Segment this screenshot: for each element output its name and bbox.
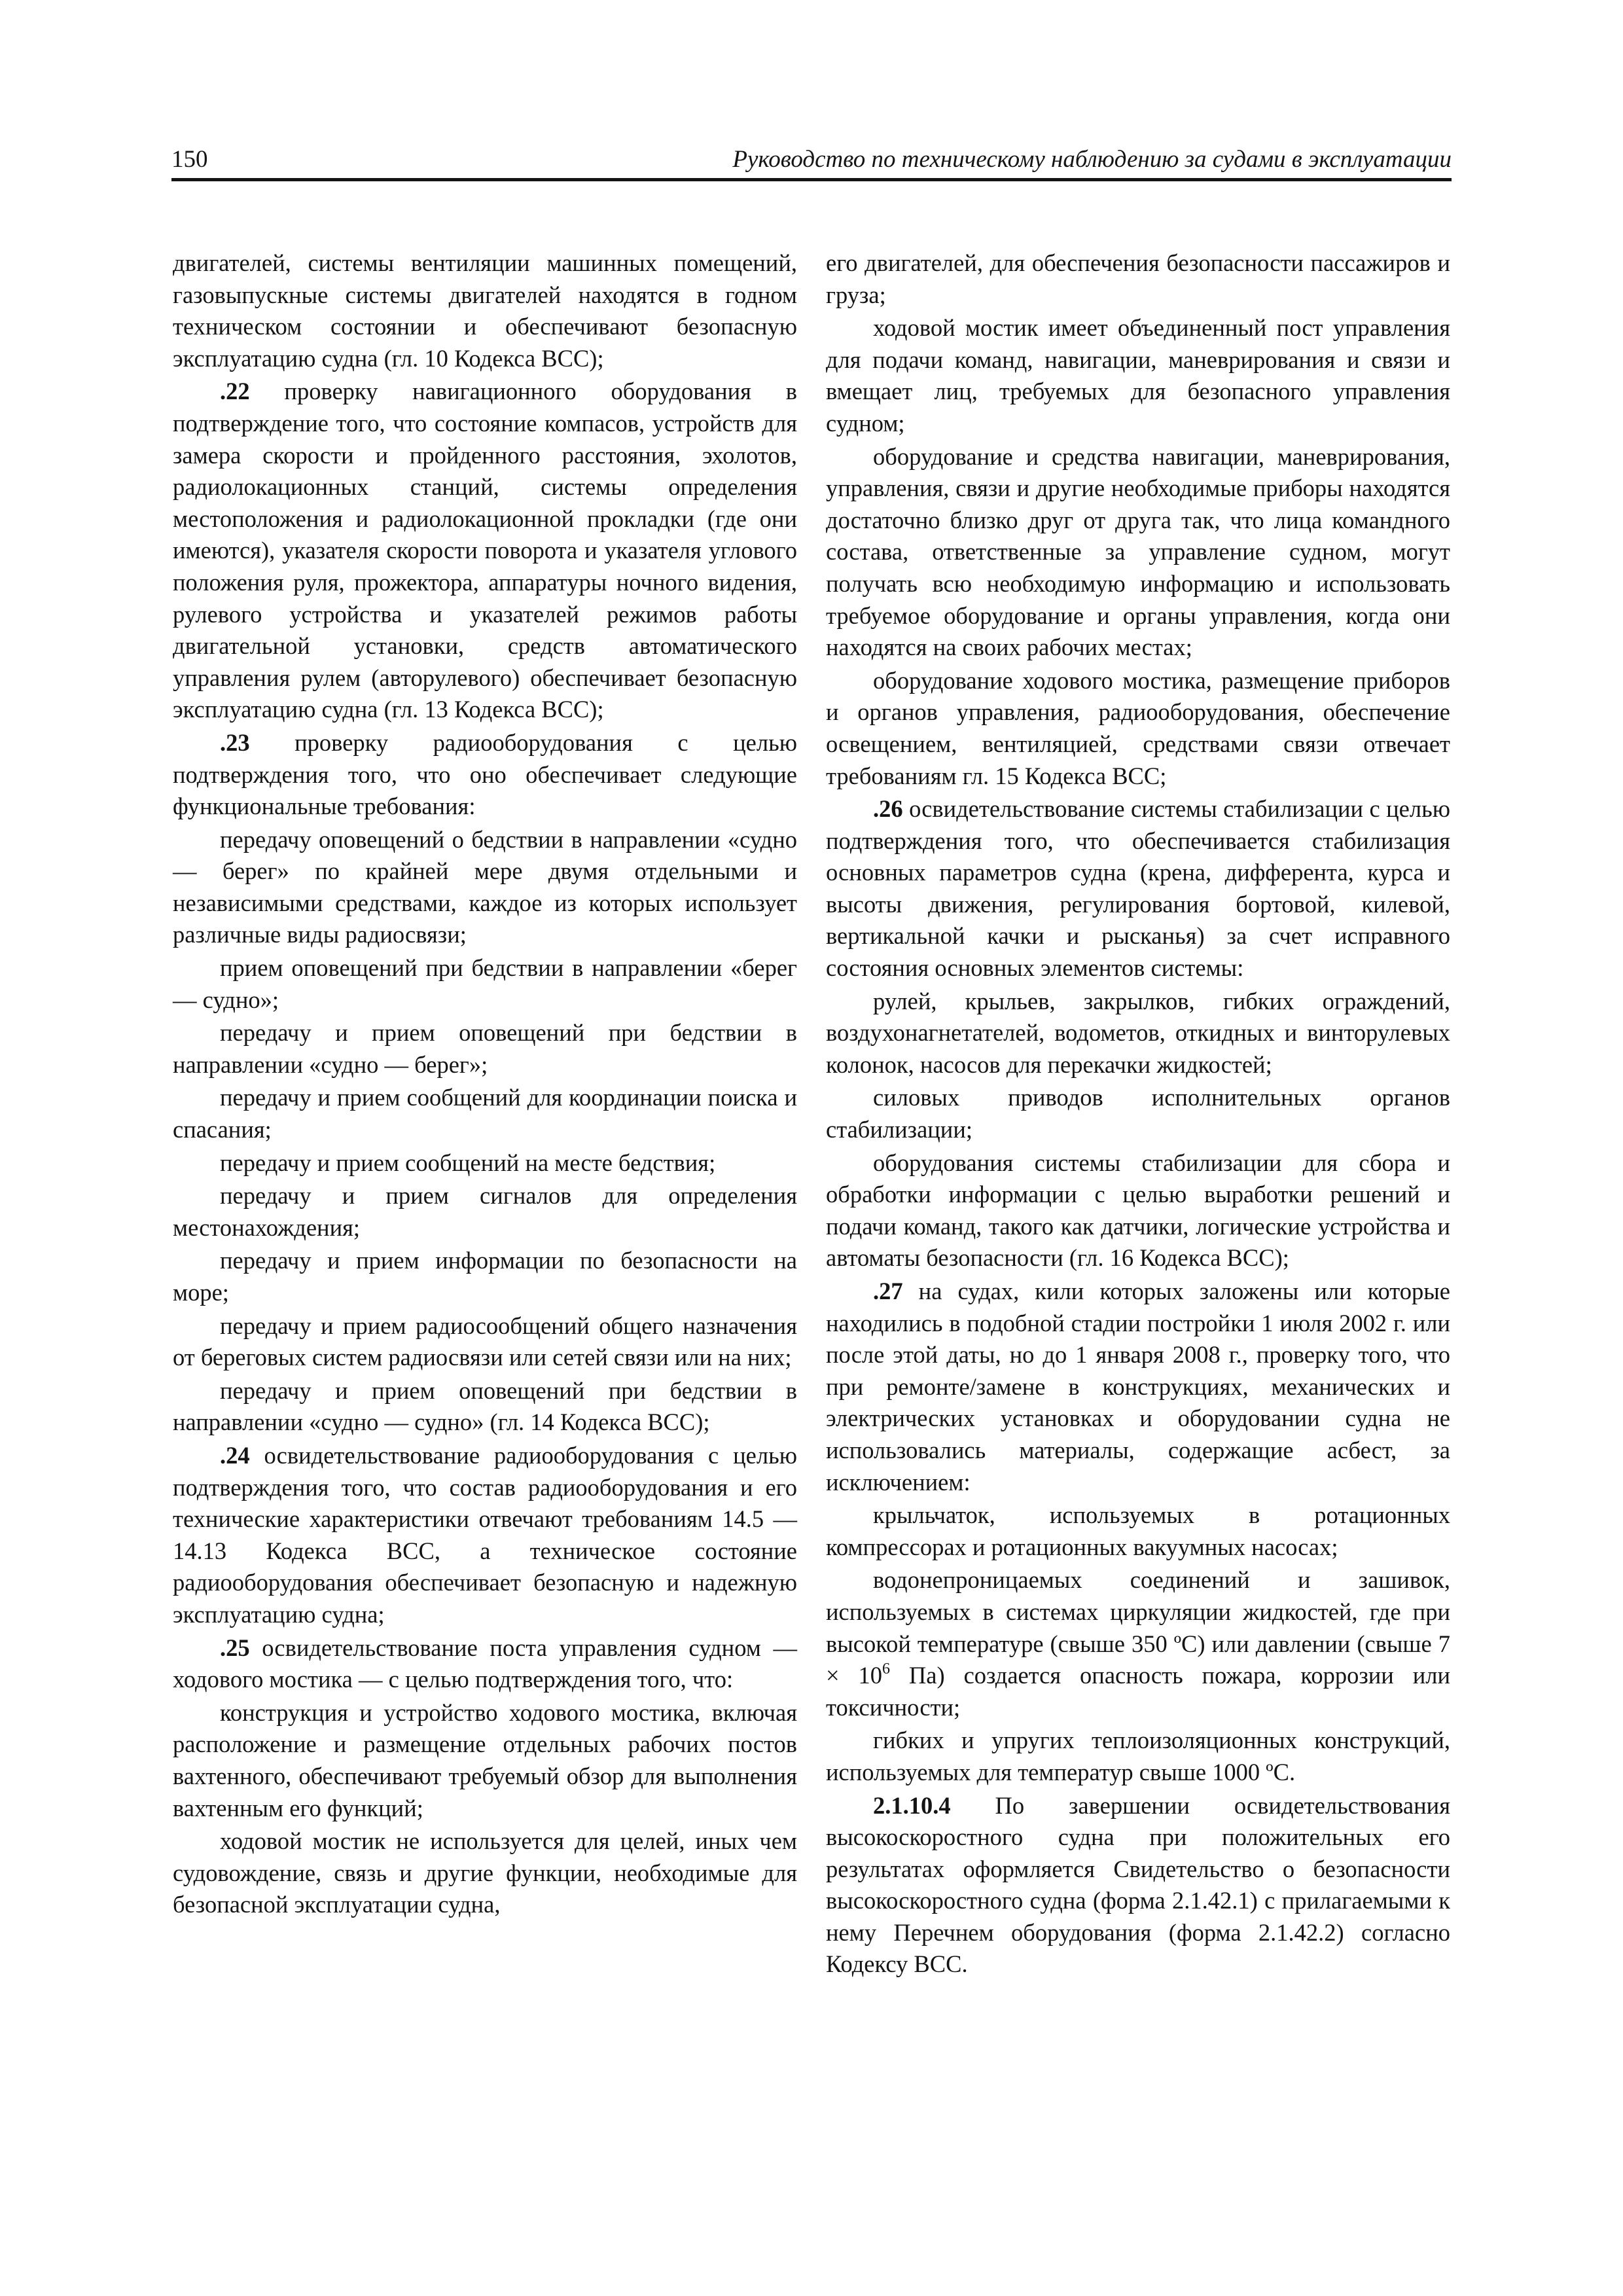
- header-rule: [171, 178, 1452, 181]
- paragraph: .24 освидетельствование радиооборудования с целью подтверждения того, что состав радиооборудования и его технические характеристики отвечают требованиям 14.5 — 14.13 Кодекса ВСС, а техническое состояние радиооборудования обеспечивает безопасную и надежную эксплуатацию судна;: [173, 1441, 797, 1628]
- item-number: .22: [220, 378, 250, 405]
- paragraph: .27 на судах, кили которых заложены или которые находились в подобной стадии постройки 1 июля 2002 г. или после этой даты, но до 1 января 2008 г., проверку того, что при ремонте/замене в конструкциях, механических и электрических установках и оборудовании судна не использовались материалы, содержащие асбест, за исключением:: [826, 1278, 1450, 1496]
- paragraph: передачу и прием радиосообщений общего назначения от береговых систем радиосвязи или сетей связи или на них;: [173, 1312, 797, 1371]
- paragraph: .25 освидетельствование поста управления судном — ходового мостика — с целью подтверждения того, что:: [173, 1634, 797, 1693]
- paragraph: передачу и прием информации по безопасности на море;: [173, 1247, 797, 1306]
- paragraph: передачу и прием сообщений на месте бедствия;: [220, 1149, 716, 1176]
- paragraph: конструкция и устройство ходового мостика, включая расположение и размещение отдельных рабочих постов вахтенного, обеспечивают требуемый обзор для выполнения вахтенным его функций;: [173, 1698, 797, 1821]
- item-number: .25: [220, 1634, 250, 1661]
- paragraph: передачу оповещений о бедствии в направлении «судно — берег» по крайней мере двумя отдельными и независимыми средствами, каждое из которых использует различные виды радиосвязи;: [173, 825, 797, 948]
- paragraph: оборудование и средства навигации, маневрирования, управления, связи и другие необходимые приборы находятся достаточно близко друг от друга так, что лица командного состава, ответственные за управление судном, могут получать всю необходимую информацию и использовать требуемое оборудование и органы управления, когда они находятся на своих рабочих местах;: [826, 442, 1450, 661]
- item-number: .26: [873, 795, 903, 823]
- paragraph: оборудование ходового мостика, размещение приборов и органов управления, радиооборудования, обеспечение освещением, вентиляцией, средствами связи отвечает требованиям гл. 15 Кодекса ВСС;: [826, 666, 1450, 789]
- paragraph: гибких и упругих теплоизоляционных конструкций, используемых для температур свыше 1000 ºС.: [826, 1727, 1450, 1785]
- paragraph: передачу и прием оповещений при бедствии в направлении «судно — берег»;: [173, 1019, 797, 1078]
- paragraph: передачу и прием сообщений для координации поиска и спасания;: [173, 1084, 797, 1143]
- item-number: .23: [220, 728, 250, 756]
- exponent: 6: [882, 1660, 891, 1678]
- section-number: 2.1.10.4: [873, 1791, 951, 1819]
- paragraph: оборудования системы стабилизации для сбора и обработки информации с целью выработки решений и подачи команд, такого как датчики, логические устройства и автоматы безопасности (гл. 16 Кодекса ВСС);: [826, 1149, 1450, 1272]
- paragraph: водонепроницаемых соединений и зашивок, используемых в системах циркуляции жидкостей, где при высокой температуре (свыше 350 ºС) или давлении (свыше $7 \times 10^6$ Па) создается опасность пожара, коррозии или токсичности;: [826, 1566, 1451, 1721]
- paragraph: силовых приводов исполнительных органов стабилизации;: [826, 1084, 1450, 1143]
- paragraph: .22 проверку навигационного оборудования в подтверждение того, что состояние компасов, устройств для замера скорости и пройденного расстояния, эхолотов, радиолокационных станций, системы определения местоположения и радиолокационной прокладки (где они имеются), указателя скорости поворота и указателя углового положения руля, прожектора, аппаратуры ночного видения, рулевого устройства и указателей режимов работы двигательной установки, средств автоматического управления рулем (авторулевого) обеспечивает безопасную эксплуатацию судна (гл. 13 Кодекса ВСС);: [173, 378, 797, 723]
- paragraph: 2.1.10.4 По завершении освидетельствования высокоскоростного судна при положительных его результатах оформляется Свидетельство о безопасности высокоскоростного судна (форма 2.1.42.1) с прилагаемыми к нему Перечнем оборудования (форма 2.1.42.2) согласно Кодексу ВСС.: [826, 1791, 1450, 1978]
- paragraph: рулей, крыльев, закрылков, гибких ограждений, воздухонагнетателей, водометов, откидных и винторулевых колонок, насосов для перекачки жидкостей;: [826, 987, 1450, 1078]
- item-number: .24: [220, 1441, 250, 1469]
- right-column: [826, 247, 1450, 1982]
- running-title: Руководство по техническому наблюдению за судами в эксплуатации: [732, 146, 1452, 173]
- paragraph: передачу и прием оповещений при бедствии в направлении «судно — судно» (гл. 14 Кодекса ВСС);: [173, 1376, 797, 1436]
- paragraph: прием оповещений при бедствии в направлении «берег — судно»;: [173, 954, 797, 1013]
- left-column: [173, 247, 797, 1922]
- paragraph: двигателей, системы вентиляции машинных помещений, газовыпускные системы двигателей находятся в годном техническом состоянии и обеспечивают безопасную эксплуатацию судна (гл. 10 Кодекса ВСС);: [173, 249, 797, 372]
- paragraph: .26 освидетельствование системы стабилизации с целью подтверждения того, что обеспечивается стабилизация основных параметров судна (крена, дифферента, курса и высоты движения, регулирования бортовой, килевой, вертикальной качки и рысканья) за счет исправного состояния основных элементов системы:: [826, 795, 1450, 982]
- paragraph: .23 проверку радиооборудования с целью подтверждения того, что оно обеспечивает следующие функциональные требования:: [173, 728, 797, 820]
- paragraph: крыльчаток, используемых в ротационных компрессорах и ротационных вакуумных насосах;: [826, 1501, 1450, 1560]
- page-header: [171, 143, 1452, 182]
- paragraph: ходовой мостик не используется для целей, иных чем судовождение, связь и другие функции, необходимые для безопасной эксплуатации судна,: [173, 1827, 797, 1918]
- page-number: 150: [171, 146, 208, 173]
- paragraph: передачу и прием сигналов для определения местонахождения;: [173, 1182, 797, 1241]
- paragraph: ходовой мостик имеет объединенный пост управления для подачи команд, навигации, маневрирования и связи и вмещает лиц, требуемых для безопасного управления судном;: [826, 314, 1450, 437]
- item-number: .27: [873, 1278, 903, 1304]
- paragraph: его двигателей, для обеспечения безопасности пассажиров и груза;: [826, 249, 1450, 308]
